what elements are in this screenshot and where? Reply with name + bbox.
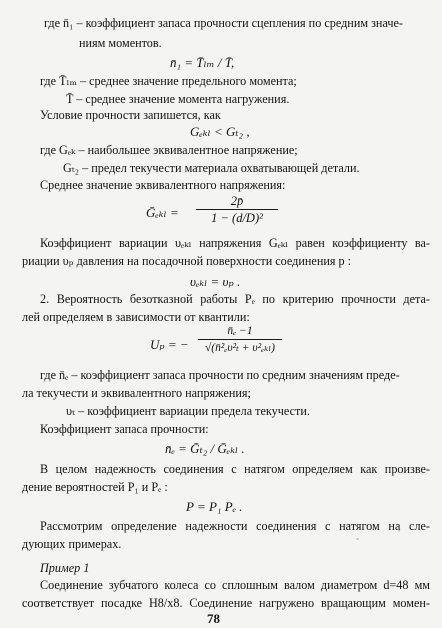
text-line-23: соответствует посадке H8/x8. Соединение нагружено вращающим момен- <box>22 596 430 610</box>
fraction-numerator: n̄ₑ −1 <box>227 325 253 337</box>
equation-quantile-left: Uₚ = − <box>150 337 189 352</box>
text-line-16: Коэффициент запаса прочности: <box>40 422 209 436</box>
example-heading: Пример 1 <box>40 561 90 575</box>
equation-safety-factor-coupling: n̄₁ = T̄ₗₘ / T̄, <box>170 55 235 70</box>
scan-speck <box>398 530 400 532</box>
equation-reliability: P = P₁ Pₑ . <box>186 499 243 514</box>
text-line-22: Соединение зубчатого колеса со сплошным валом диаметром d=48 мм <box>40 578 430 592</box>
text-line-5: Условие прочности запишется, как <box>40 108 221 122</box>
equation-variation: υₑₖₗ = υₚ . <box>190 274 241 289</box>
text-line-14: ла текучести и эквивалентного напряжения; <box>22 386 251 400</box>
fraction-denominator: 1 − (d/D)² <box>211 211 263 225</box>
text-line-6: где Gₑₖ – наибольшее эквивалентное напряжение; <box>40 143 298 157</box>
text-line-12: лей определяем в зависимости от квантили: <box>22 310 250 324</box>
text-line-18: дение вероятностей P₁ и Pₑ : <box>22 480 168 494</box>
equation-mean-stress-fraction <box>196 194 278 226</box>
text-line-11: 2. Вероятность безотказной работы Pₑ по критерию прочности дета- <box>40 292 430 306</box>
text-line-10: риации υₚ давления на посадочной поверхности соединения p : <box>22 254 352 268</box>
text-line-20: дующих примерах. <box>22 537 122 551</box>
text-line-7: Gₜ₂ – предел текучести материала охватывающей детали. <box>63 161 360 175</box>
fraction-denominator: √(n̄²ₑυ²ₜ + υ²ₑₖₗ) <box>205 342 275 354</box>
scan-speck <box>356 538 359 540</box>
text-line-2: ниям моментов. <box>79 36 162 50</box>
text-line-8: Среднее значение эквивалентного напряжения: <box>40 178 286 192</box>
text-line-1: где n̄₁ – коэффициент запаса прочности сцепления по средним значе- <box>44 16 403 30</box>
text-line-19: Рассмотрим определение надежности соединения с натягом на сле- <box>40 519 430 533</box>
equation-mean-stress-left: Ḡₑₖₗ = <box>146 205 179 220</box>
equation-strength-condition: Gₑₖₗ < Gₜ₂ , <box>190 124 250 139</box>
equation-quantile-fraction <box>198 324 282 356</box>
text-line-15: υₜ – коэффициент вариации предела текучести. <box>66 404 310 418</box>
text-line-13: где n̄ₑ – коэффициент запаса прочности по средним значениям преде- <box>40 368 400 382</box>
fraction-numerator: 2p̄ <box>230 194 244 208</box>
text-line-9: Коэффициент вариации υₑₖₗ напряжения Gₑₖₗ равен коэффициенту ва- <box>40 236 430 250</box>
page-number: 78 <box>207 611 220 626</box>
text-line-3: где T̄ₗₘ – среднее значение предельного момента; <box>40 74 297 88</box>
text-line-17: В целом надежность соединения с натягом определяем как произве- <box>40 462 430 476</box>
equation-safety-factor-yield: n̄ₑ = Ḡₜ₂ / Ḡₑₖₗ . <box>165 441 245 456</box>
text-line-4: T̄ – среднее значение момента нагружения. <box>66 92 290 106</box>
